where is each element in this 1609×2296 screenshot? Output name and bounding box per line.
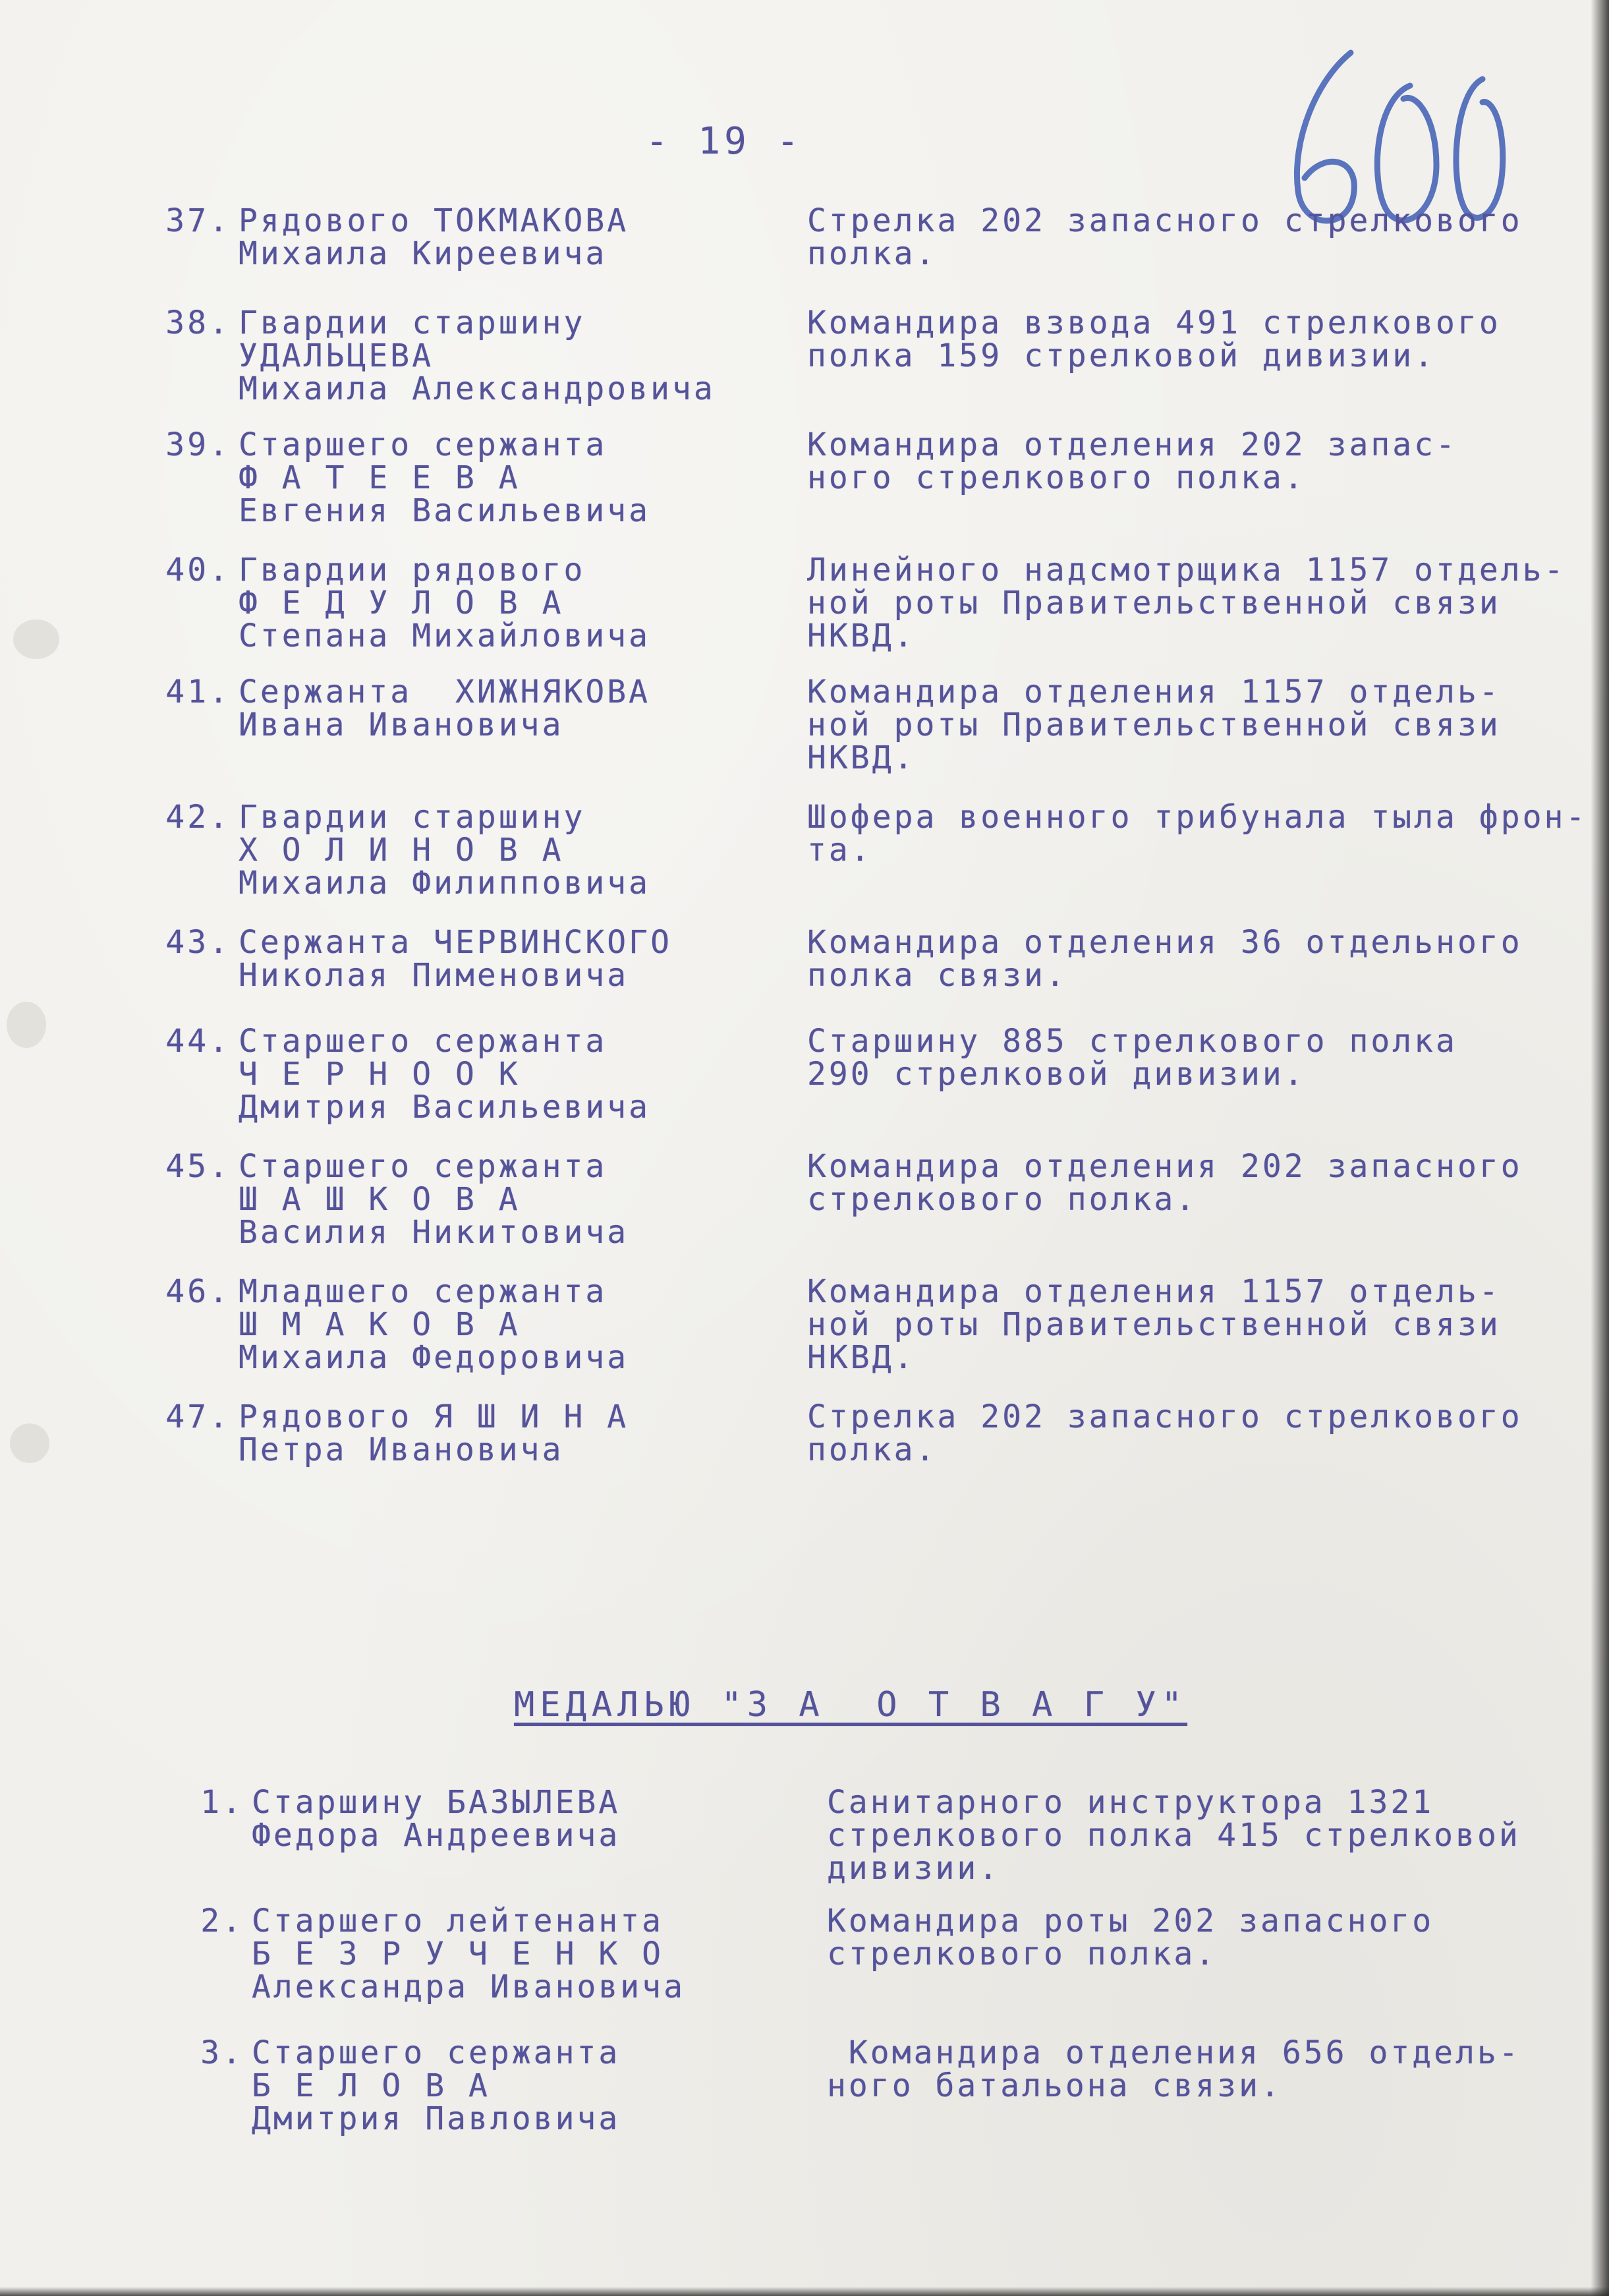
recipient-position-line: 290 стрелковой дивизии. — [807, 1056, 1306, 1093]
recipient-name-line: Ч Е Р Н О О К — [239, 1056, 521, 1093]
entry-number: 46. — [165, 1273, 231, 1310]
recipient-name-line: Б Е З Р У Ч Е Н К О — [252, 1936, 664, 1972]
recipient-name — [252, 1786, 792, 1852]
page-number: - 19 - — [646, 120, 803, 163]
recipient-name-line: Дмитрия Павловича — [252, 2100, 621, 2137]
recipient-name — [252, 1905, 792, 2003]
recipient-name-line: Михаила Александровича — [239, 370, 716, 407]
recipient-name — [239, 1275, 779, 1374]
recipient-name — [239, 1150, 779, 1249]
recipient-name-line: Ивана Ивановича — [239, 706, 564, 743]
recipient-name — [239, 1025, 779, 1124]
recipient-position-line: Командира роты 202 запасного — [827, 1903, 1434, 1939]
recipient-position-line: полка 159 стрелковой дивизии. — [807, 337, 1436, 374]
recipient-name — [239, 675, 779, 741]
recipient-position-line: полка. — [807, 235, 938, 272]
recipient-name-line: Гвардии старшину — [239, 799, 586, 836]
recipient-position-line: стрелкового полка. — [827, 1936, 1218, 1972]
recipient-name — [239, 1400, 779, 1466]
entry-number: 44. — [165, 1023, 231, 1060]
recipient-position — [807, 1150, 1585, 1216]
entry-number: 37. — [165, 202, 231, 239]
recipient-name-line: Гвардии старшину — [239, 304, 586, 341]
recipient-name-line: Ф Е Д У Л О В А — [239, 585, 564, 621]
recipient-name-line: Х О Л И Н О В А — [239, 832, 564, 869]
recipient-position-line: НКВД. — [807, 739, 916, 776]
entry-number: 47. — [165, 1398, 231, 1435]
entry-number: 2. — [200, 1903, 244, 1939]
entry-number: 43. — [165, 924, 231, 961]
recipient-name-line: Рядового ТОКМАКОВА — [239, 202, 629, 239]
paper-smudge — [13, 619, 59, 659]
paper-smudge — [7, 1002, 46, 1048]
entry-number: 1. — [200, 1784, 244, 1821]
recipient-name-line: Младшего сержанта — [239, 1273, 607, 1310]
recipient-name-line: Рядового Я Ш И Н А — [239, 1398, 629, 1435]
recipient-position-line: Командира отделения 656 отдель- — [827, 2034, 1521, 2071]
recipient-name-line: Старшего сержанта — [252, 2034, 621, 2071]
recipient-position-line: стрелкового полка. — [807, 1181, 1198, 1218]
recipient-position-line: Командира отделения 202 запасного — [807, 1148, 1523, 1185]
recipient-name-line: Федора Андреевича — [252, 1817, 621, 1854]
recipient-position-line: НКВД. — [807, 1339, 916, 1376]
recipient-position-line: Линейного надсмотрщика 1157 отдель- — [807, 552, 1566, 588]
recipient-name-line: Гвардии рядового — [239, 552, 586, 588]
entry-number: 38. — [165, 304, 231, 341]
recipient-position-line: Шофера военного трибунала тыла фрон- — [807, 799, 1588, 836]
recipient-name-line: Старшего сержанта — [239, 1023, 607, 1060]
recipient-name-line: Василия Никитовича — [239, 1214, 629, 1251]
recipient-position — [827, 2036, 1604, 2102]
recipient-name-line: Ш М А К О В А — [239, 1306, 521, 1343]
recipient-position-line: полка связи. — [807, 957, 1067, 994]
recipient-name — [239, 428, 779, 527]
recipient-name-line: Михаила Федоровича — [239, 1339, 629, 1376]
recipient-position-line: Старшину 885 стрелкового полка — [807, 1023, 1457, 1060]
entry-number: 3. — [200, 2034, 244, 2071]
recipient-name-line: УДАЛЬЦЕВА — [239, 337, 434, 374]
recipient-name-line: Ш А Ш К О В А — [239, 1181, 521, 1218]
recipient-position — [827, 1905, 1604, 1970]
recipient-position — [807, 675, 1585, 774]
recipient-name-line: Старшину БАЗЫЛЕВА — [252, 1784, 621, 1821]
section-heading-medal-for-courage: МЕДАЛЬЮ "З А О Т В А Г У" — [514, 1685, 1187, 1725]
scan-edge-shadow — [1591, 0, 1609, 2296]
recipient-position-line: ной роты Правительственной связи — [807, 1306, 1501, 1343]
recipient-name — [239, 554, 779, 652]
recipient-position-line: полка. — [807, 1431, 938, 1468]
recipient-position-line: ного стрелкового полка. — [807, 459, 1306, 496]
recipient-name-line: Сержанта ХИЖНЯКОВА — [239, 674, 651, 710]
recipient-position — [807, 428, 1585, 494]
recipient-position-line: стрелкового полка 415 стрелковой — [827, 1817, 1521, 1854]
recipient-position-line: дивизии. — [827, 1850, 1001, 1887]
recipient-position-line: Стрелка 202 запасного стрелкового — [807, 202, 1523, 239]
entry-number: 39. — [165, 426, 231, 463]
recipient-position-line: Санитарного инструктора 1321 — [827, 1784, 1434, 1821]
recipient-name-line: Б Е Л О В А — [252, 2067, 490, 2104]
recipient-name-line: Старшего сержанта — [239, 1148, 607, 1185]
recipient-position — [827, 1786, 1604, 1885]
paper-smudge — [10, 1423, 49, 1463]
recipient-position-line: та. — [807, 832, 872, 869]
recipient-position-line: НКВД. — [807, 617, 916, 654]
recipient-name-line: Ф А Т Е Е В А — [239, 459, 521, 496]
recipient-position-line: Командира отделения 36 отдельного — [807, 924, 1523, 961]
recipient-name — [239, 204, 779, 270]
recipient-position-line: Командира отделения 202 запас- — [807, 426, 1457, 463]
recipient-position — [807, 1275, 1585, 1374]
recipient-name-line: Петра Ивановича — [239, 1431, 564, 1468]
recipient-name-line: Михаила Киреевича — [239, 235, 607, 272]
recipient-position-line: Командира взвода 491 стрелкового — [807, 304, 1501, 341]
recipient-name — [239, 306, 779, 405]
entry-number: 45. — [165, 1148, 231, 1185]
recipient-name-line: Николая Пименовича — [239, 957, 629, 994]
recipient-name — [239, 801, 779, 900]
recipient-position-line: Командира отделения 1157 отдель- — [807, 674, 1501, 710]
recipient-position-line: ной роты Правительственной связи — [807, 585, 1501, 621]
recipient-position-line: Командира отделения 1157 отдель- — [807, 1273, 1501, 1310]
recipient-name-line: Старшего сержанта — [239, 426, 607, 463]
recipient-name-line: Старшего лейтенанта — [252, 1903, 664, 1939]
recipient-name — [239, 926, 779, 992]
recipient-position-line: ной роты Правительственной связи — [807, 706, 1501, 743]
recipient-position — [807, 554, 1585, 652]
recipient-name-line: Александра Ивановича — [252, 1968, 685, 2005]
recipient-position-line: ного батальона связи. — [827, 2067, 1282, 2104]
scan-edge-shadow — [0, 2287, 1609, 2296]
entry-number: 42. — [165, 799, 231, 836]
recipient-position — [807, 204, 1585, 270]
recipient-position — [807, 1400, 1585, 1466]
recipient-position — [807, 799, 1588, 869]
recipient-name-line: Дмитрия Васильевича — [239, 1089, 651, 1126]
recipient-name-line: Евгения Васильевича — [239, 492, 651, 529]
recipient-position — [807, 1025, 1585, 1091]
recipient-name-line: Степана Михайловича — [239, 617, 651, 654]
entry-number: 41. — [165, 674, 231, 710]
recipient-name — [252, 2036, 792, 2135]
entry-number: 40. — [165, 552, 231, 588]
recipient-position — [807, 306, 1585, 372]
recipient-position-line: Стрелка 202 запасного стрелкового — [807, 1398, 1523, 1435]
recipient-name-line: Михаила Филипповича — [239, 865, 651, 902]
recipient-name-line: Сержанта ЧЕРВИНСКОГО — [239, 924, 672, 961]
recipient-position — [807, 926, 1585, 992]
